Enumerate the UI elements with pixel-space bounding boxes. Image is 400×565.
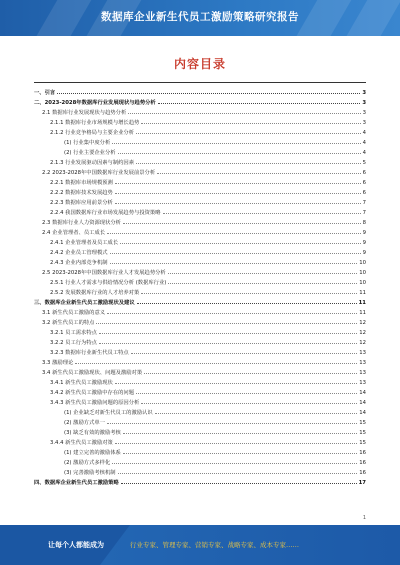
toc-entry[interactable] [34,266,366,276]
toc-entry[interactable] [34,116,366,126]
toc-entry-title: 2.3 数据库行业人力资源现状分析 [42,220,121,226]
page-number: 1 [362,515,366,521]
toc-entry-title: 2.1.1 数据库行业市场规模与增长趋势 [50,120,140,126]
toc-entry-page: 9 [362,250,366,256]
toc-leader-dots [155,413,358,414]
table-of-contents [34,86,366,486]
toc-leader-dots [128,113,360,114]
toc-entry-title: 四、数据库企业新生代员工激励策略 [34,480,119,486]
toc-entry-page: 15 [359,430,366,436]
toc-entry-page: 12 [359,330,366,336]
toc-entry-title: 一、引言 [34,90,56,96]
toc-entry-title: 3.4.4 新生代员工激励对策 [50,440,113,446]
toc-entry-title: (1) 建立完善的激励体系 [64,450,121,456]
toc-entry[interactable] [34,376,366,386]
toc-entry[interactable] [34,156,366,166]
toc-entry-title: (2) 激励方式多样化 [64,460,111,466]
toc-entry[interactable] [34,166,366,176]
toc-entry[interactable] [34,436,366,446]
toc-entry-page: 16 [359,460,366,466]
toc-entry-title: (3) 完善激励考核机制 [64,470,116,476]
toc-leader-dots [110,253,361,254]
toc-entry-title: 2.4.3 企业内部竞争机制 [50,260,108,266]
toc-entry-page: 7 [362,210,366,216]
toc-entry-page: 10 [359,260,366,266]
toc-leader-dots [115,183,361,184]
toc-entry-page: 6 [362,190,366,196]
toc-entry-title: 2.2.2 数据库技术发展趋势 [50,190,113,196]
toc-entry-page: 6 [362,180,366,186]
toc-entry-page: 9 [362,230,366,236]
toc-leader-dots [157,173,360,174]
toc-entry-page: 10 [359,270,366,276]
toc-entry-title: 2.1.3 行业发展驱动因素与制约因素 [50,160,135,166]
toc-entry[interactable] [34,106,366,116]
toc-entry-title: 三、数据库企业新生代员工激励现状及建议 [34,300,135,306]
toc-entry-page: 3 [362,100,366,106]
toc-entry[interactable] [34,406,366,416]
toc-leader-dots [115,383,357,384]
toc-entry-page: 12 [359,320,366,326]
toc-entry[interactable] [34,446,366,456]
toc-entry-page: 4 [362,150,366,156]
toc-leader-dots [163,213,361,214]
toc-entry[interactable] [34,326,366,336]
footer-slogan: 让每个人都能成为 [48,541,104,549]
toc-entry-page: 14 [359,390,366,396]
toc-leader-dots [144,373,357,374]
toc-entry-page: 3 [362,110,366,116]
toc-entry-page: 11 [359,310,366,316]
toc-leader-dots [107,233,361,234]
toc-entry[interactable] [34,426,366,436]
footer-banner [0,525,400,565]
toc-entry-title: 3.4.1 新生代员工激励现状 [50,380,113,386]
toc-entry-title: 3.4.2 新生代员工激励中存在的问题 [50,390,135,396]
toc-leader-dots [123,453,357,454]
toc-entry-page: 13 [359,380,366,386]
toc-entry-page: 4 [362,130,366,136]
report-header [0,0,400,36]
toc-entry[interactable] [34,386,366,396]
toc-entry-title: 2.2 2023-2028年中国数据库行业发展前景分析 [42,170,156,176]
toc-leader-dots [131,353,358,354]
toc-entry-title: 2.1.2 行业竞争格局与主要企业分析 [50,130,135,136]
toc-entry-title: 2.4 企业管理者、员工成长 [42,230,106,236]
toc-entry-page: 12 [359,340,366,346]
toc-leader-dots [158,103,361,104]
toc-entry-title: 二、2023-2028年数据库行业发展现状与趋势分析 [34,100,156,106]
toc-entry[interactable] [34,476,366,486]
toc-entry-title: 2.5.1 行业人才需求与供给情况分析 (数据库行业) [50,280,167,286]
toc-leader-dots [141,293,357,294]
toc-leader-dots [120,243,360,244]
toc-entry-page: 3 [362,90,366,96]
toc-entry-title: 3.4.3 新生代员工激励问题的原因分析 [50,400,140,406]
toc-entry-title: 2.4.1 企业管理者及员工成长 [50,240,119,246]
toc-title: 内容目录 [173,57,226,71]
toc-entry-page: 17 [358,480,366,486]
toc-leader-dots [115,203,361,204]
toc-entry[interactable] [34,186,366,196]
toc-leader-dots [107,313,357,314]
toc-entry-page: 6 [362,170,366,176]
toc-entry[interactable] [34,96,366,106]
toc-entry-title: 3.1 新生代员工激励的意义 [42,310,106,316]
toc-entry-page: 16 [359,450,366,456]
toc-leader-dots [123,433,357,434]
toc-entry[interactable] [34,126,366,136]
toc-divider [34,82,366,83]
toc-entry-page: 8 [362,220,366,226]
toc-entry-page: 5 [362,160,366,166]
toc-leader-dots [118,153,361,154]
toc-entry-title: 3.3 激励理论 [42,360,74,366]
toc-entry-title: 3.2.2 员工行为特点 [50,340,97,346]
toc-entry[interactable] [34,176,366,186]
toc-entry[interactable] [34,206,366,216]
toc-leader-dots [118,473,358,474]
toc-leader-dots [136,133,361,134]
toc-leader-dots [57,93,360,94]
toc-entry[interactable] [34,246,366,256]
toc-entry-page: 13 [359,360,366,366]
toc-leader-dots [112,143,360,144]
toc-leader-dots [123,223,361,224]
toc-entry-page: 13 [359,350,366,356]
toc-entry[interactable] [34,226,366,236]
toc-entry[interactable] [34,286,366,296]
toc-entry-title: (1) 行业集中度分析 [64,140,111,146]
toc-entry-title: 2.2.4 我国数据库行业市场发展趋势与投资策略 [50,210,161,216]
toc-leader-dots [99,343,357,344]
toc-entry[interactable] [34,316,366,326]
toc-leader-dots [121,483,357,484]
toc-leader-dots [168,273,358,274]
toc-leader-dots [107,423,357,424]
toc-entry-title: 2.5.2 发展数据库行业的人才培养对策 [50,290,140,296]
toc-entry-page: 11 [358,300,366,306]
toc-entry[interactable] [34,216,366,226]
toc-entry-title: 2.2.3 数据库应用前景分析 [50,200,113,206]
toc-entry[interactable] [34,336,366,346]
toc-entry[interactable] [34,416,366,426]
toc-entry-page: 4 [362,140,366,146]
toc-leader-dots [115,443,357,444]
toc-entry-page: 14 [359,400,366,406]
toc-leader-dots [99,333,357,334]
toc-entry-page: 9 [362,240,366,246]
toc-entry[interactable] [34,296,366,306]
toc-entry-title: 3.2 新生代员工的特点 [42,320,95,326]
toc-leader-dots [136,393,357,394]
toc-leader-dots [137,303,357,304]
toc-leader-dots [136,163,361,164]
toc-entry-page: 13 [359,370,366,376]
toc-entry-title: (3) 缺乏有效的激励考核 [64,430,121,436]
toc-entry-page: 3 [362,120,366,126]
toc-entry[interactable] [34,456,366,466]
toc-entry-title: 2.2.1 数据库市场规模预测 [50,180,113,186]
toc-entry[interactable] [34,236,366,246]
toc-entry-page: 10 [359,280,366,286]
toc-leader-dots [141,123,360,124]
toc-entry-title: (2) 激励方式单一 [64,420,105,426]
footer-tagline: 行业专家、管理专家、营销专家、战略专家、成本专家…… [130,541,299,549]
toc-entry-title: (1) 企业缺乏对新生代员工的激励认识 [64,410,153,416]
toc-entry-title: 3.2.1 员工需求特点 [50,330,97,336]
toc-entry[interactable] [34,276,366,286]
toc-leader-dots [168,283,357,284]
toc-entry-page: 16 [359,470,366,476]
toc-entry-page: 11 [359,290,366,296]
toc-entry[interactable] [34,356,366,366]
toc-leader-dots [115,193,361,194]
toc-entry-page: 15 [359,420,366,426]
toc-entry-page: 7 [362,200,366,206]
toc-leader-dots [96,323,357,324]
toc-entry[interactable] [34,466,366,476]
report-title: 数据库企业新生代员工激励策略研究报告 [101,11,299,23]
toc-entry-title: (2) 行业主要企业分析 [64,150,116,156]
toc-entry-title: 3.4 新生代员工激励现状、问题及激励对策 [42,370,143,376]
toc-entry[interactable] [34,366,366,376]
toc-entry-title: 2.5 2023-2028年中国数据库行业人才发展趋势分析 [42,270,166,276]
toc-entry[interactable] [34,306,366,316]
toc-entry[interactable] [34,136,366,146]
toc-entry-page: 15 [359,440,366,446]
toc-entry[interactable] [34,346,366,356]
toc-leader-dots [112,463,357,464]
toc-entry[interactable] [34,146,366,156]
toc-leader-dots [141,403,357,404]
toc-entry-page: 14 [359,410,366,416]
toc-entry[interactable] [34,256,366,266]
toc-leader-dots [110,263,358,264]
toc-entry[interactable] [34,196,366,206]
toc-leader-dots [75,363,357,364]
toc-entry[interactable] [34,396,366,406]
toc-entry-title: 3.2.3 数据库行业新生代员工特点 [50,350,129,356]
toc-entry-title: 2.4.2 企业员工管理模式 [50,250,108,256]
toc-entry[interactable] [34,86,366,96]
toc-entry-title: 2.1 数据库行业发展现状与趋势分析 [42,110,127,116]
